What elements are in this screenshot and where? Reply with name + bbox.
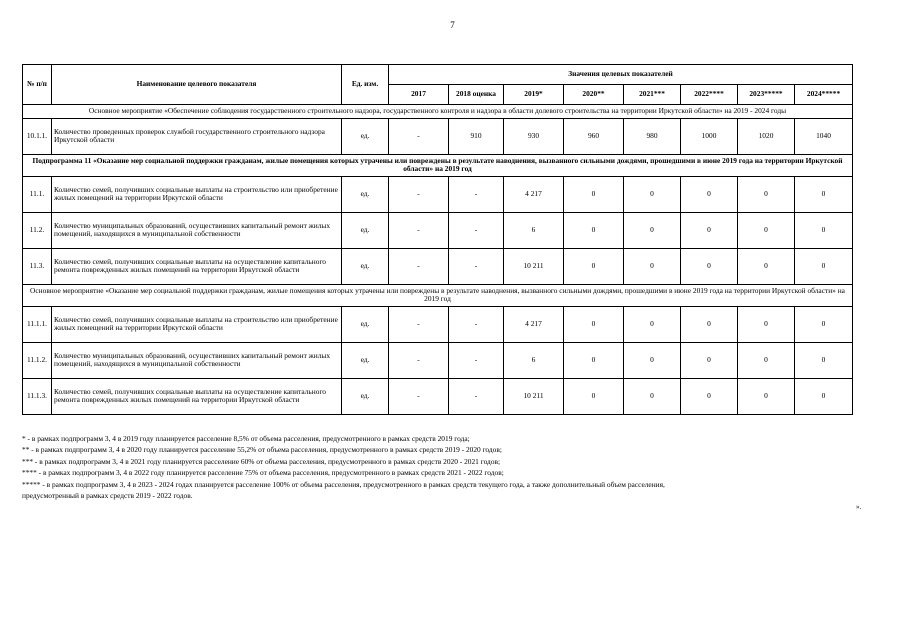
value-cell: 1040	[795, 118, 853, 154]
value-cell: 0	[681, 176, 738, 212]
table-row	[23, 212, 853, 248]
section-title: Основное мероприятие «Оказание мер социальной поддержки гражданам, жилые помещения которых утрачены или повреждены в результате наводнения, вызванного сильными дождями, прошедшими в июне 2019 года на территории Иркутской области» на 2019 год	[23, 284, 853, 306]
value-cell: -	[389, 378, 449, 414]
value-cell: 0	[738, 378, 795, 414]
value-cell: -	[449, 176, 504, 212]
footnote-line: * - в рамках подпрограмм 3, 4 в 2019 году планируется расселение 8,5% от объема расселения, предусмотренного в рамках средств 2019 года;	[22, 434, 470, 443]
value-cell: 0	[738, 342, 795, 378]
value-cell: 0	[795, 248, 853, 284]
row-number: 11.1.2.	[23, 342, 52, 378]
footnote-line: ** - в рамках подпрограмм 3, 4 в 2020 году планируется расселение 55,2% от объема расселения, предусмотренного в рамках средств 2019 - 2020 годов;	[22, 445, 502, 455]
value-cell: 0	[738, 212, 795, 248]
value-cell: -	[449, 212, 504, 248]
row-number: 11.3.	[23, 248, 52, 284]
value-cell: 0	[795, 378, 853, 414]
value-cell: 0	[624, 342, 681, 378]
table-row	[23, 378, 853, 414]
value-cell: 0	[681, 306, 738, 342]
unit-cell: ед.	[342, 176, 389, 212]
row-number: 11.1.	[23, 176, 52, 212]
table-row	[23, 306, 853, 342]
row-number: 11.1.1.	[23, 306, 52, 342]
section-title: Подпрограмма 11 «Оказание мер социальной поддержки гражданам, жилые помещения которых утрачены или повреждены в результате наводнения, вызванного сильными дождями, прошедшими в июне 2019 года на территории Иркутской области» на 2019 год	[23, 154, 853, 176]
section-title: Основное мероприятие «Обеспечение соблюдения государственного строительного надзора, государственного контроля и надзора в области долевого строительства на территории Иркутской области» на 2019 - 2024 годы	[23, 105, 853, 119]
unit-cell: ед.	[342, 306, 389, 342]
header-year: 2021***	[624, 85, 681, 105]
unit-cell: ед.	[342, 342, 389, 378]
header-unit: Ед. изм.	[342, 65, 389, 105]
unit-cell: ед.	[342, 118, 389, 154]
indicator-name: Количество семей, получивших социальные выплаты на строительство или приобретение жилых помещений на территории Иркутской области	[52, 306, 342, 342]
value-cell: -	[389, 176, 449, 212]
value-cell: -	[389, 118, 449, 154]
value-cell: 10 211	[504, 248, 564, 284]
value-cell: 0	[624, 176, 681, 212]
value-cell: 0	[738, 306, 795, 342]
value-cell: -	[449, 378, 504, 414]
value-cell: 0	[681, 342, 738, 378]
table-row	[23, 248, 853, 284]
value-cell: 0	[624, 212, 681, 248]
section-row	[23, 105, 853, 119]
value-cell: 1000	[681, 118, 738, 154]
indicator-name: Количество семей, получивших социальные выплаты на строительство или приобретение жилых помещений на территории Иркутской области	[52, 176, 342, 212]
value-cell: 930	[504, 118, 564, 154]
value-cell: -	[389, 306, 449, 342]
value-cell: 10 211	[504, 378, 564, 414]
header-year: 2024*****	[795, 85, 853, 105]
footnotes	[22, 433, 852, 501]
value-cell: 0	[624, 248, 681, 284]
table-row	[23, 118, 853, 154]
value-cell: 980	[624, 118, 681, 154]
header-year: 2017	[389, 85, 449, 105]
indicator-name: Количество муниципальных образований, осуществивших капитальный ремонт жилых помещений, находящихся в муниципальной собственности	[52, 342, 342, 378]
value-cell: 0	[564, 248, 624, 284]
value-cell: 0	[681, 378, 738, 414]
row-number: 10.1.1.	[23, 118, 52, 154]
footnote-line: ***** - в рамках подпрограмм 3, 4 в 2023 - 2024 годах планируется расселение 100% от объема расселения, предусмотренного в рамках средств текущего года, а также дополнительный объем расселения,	[22, 479, 665, 489]
value-cell: -	[389, 248, 449, 284]
value-cell: 0	[681, 212, 738, 248]
table-row	[23, 176, 853, 212]
value-cell: 4 217	[504, 306, 564, 342]
value-cell: 0	[564, 176, 624, 212]
indicator-name: Количество муниципальных образований, осуществивших капитальный ремонт жилых помещений, находящихся в муниципальной собственности	[52, 212, 342, 248]
value-cell: 6	[504, 212, 564, 248]
closing-quote-mark: ».	[856, 503, 862, 511]
indicators-table	[22, 64, 853, 415]
footnote-line: предусмотренный в рамках средств 2019 - 2022 годов.	[22, 491, 193, 501]
value-cell: 0	[795, 342, 853, 378]
value-cell: 0	[738, 248, 795, 284]
row-number: 11.1.3.	[23, 378, 52, 414]
header-name: Наименование целевого показателя	[52, 65, 342, 105]
footnote-line: *** - в рамках подпрограмм 3, 4 в 2021 году планируется расселение 60% от объема расселения, предусмотренного в рамках средств 2020 - 2021 годов;	[22, 456, 501, 466]
header-year: 2020**	[564, 85, 624, 105]
header-values-group: Значения целевых показателей	[389, 65, 853, 85]
header-num: № п/п	[23, 65, 52, 105]
value-cell: 0	[738, 176, 795, 212]
value-cell: 0	[624, 378, 681, 414]
value-cell: 0	[795, 212, 853, 248]
value-cell: -	[389, 342, 449, 378]
header-year: 2023*****	[738, 85, 795, 105]
value-cell: 4 217	[504, 176, 564, 212]
value-cell: -	[449, 306, 504, 342]
value-cell: -	[389, 212, 449, 248]
indicator-name: Количество семей, получивших социальные выплаты на осуществление капитального ремонта поврежденных жилых помещений на территории Иркутской области	[52, 378, 342, 414]
value-cell: 0	[564, 342, 624, 378]
indicator-name: Количество проведенных проверок службой государственного строительного надзора Иркутской области	[52, 118, 342, 154]
value-cell: -	[449, 248, 504, 284]
footnote-line: **** - в рамках подпрограмм 3, 4 в 2022 году планируется расселение 75% от объема расселения, предусмотренного в рамках средств 2021 - 2022 годов;	[22, 468, 504, 478]
value-cell: -	[449, 342, 504, 378]
unit-cell: ед.	[342, 212, 389, 248]
value-cell: 910	[449, 118, 504, 154]
header-year: 2018 оценка	[449, 85, 504, 105]
value-cell: 1020	[738, 118, 795, 154]
page-number: 7	[450, 20, 455, 30]
section-row	[23, 284, 853, 306]
table-row	[23, 342, 853, 378]
section-row	[23, 154, 853, 176]
header-year: 2019*	[504, 85, 564, 105]
value-cell: 0	[795, 306, 853, 342]
value-cell: 0	[564, 378, 624, 414]
unit-cell: ед.	[342, 248, 389, 284]
value-cell: 0	[681, 248, 738, 284]
unit-cell: ед.	[342, 378, 389, 414]
value-cell: 6	[504, 342, 564, 378]
value-cell: 0	[564, 212, 624, 248]
header-year: 2022****	[681, 85, 738, 105]
value-cell: 0	[564, 306, 624, 342]
indicator-name: Количество семей, получивших социальные выплаты на осуществление капитального ремонта поврежденных жилых помещений на территории Иркутской области	[52, 248, 342, 284]
row-number: 11.2.	[23, 212, 52, 248]
value-cell: 960	[564, 118, 624, 154]
value-cell: 0	[624, 306, 681, 342]
value-cell: 0	[795, 176, 853, 212]
